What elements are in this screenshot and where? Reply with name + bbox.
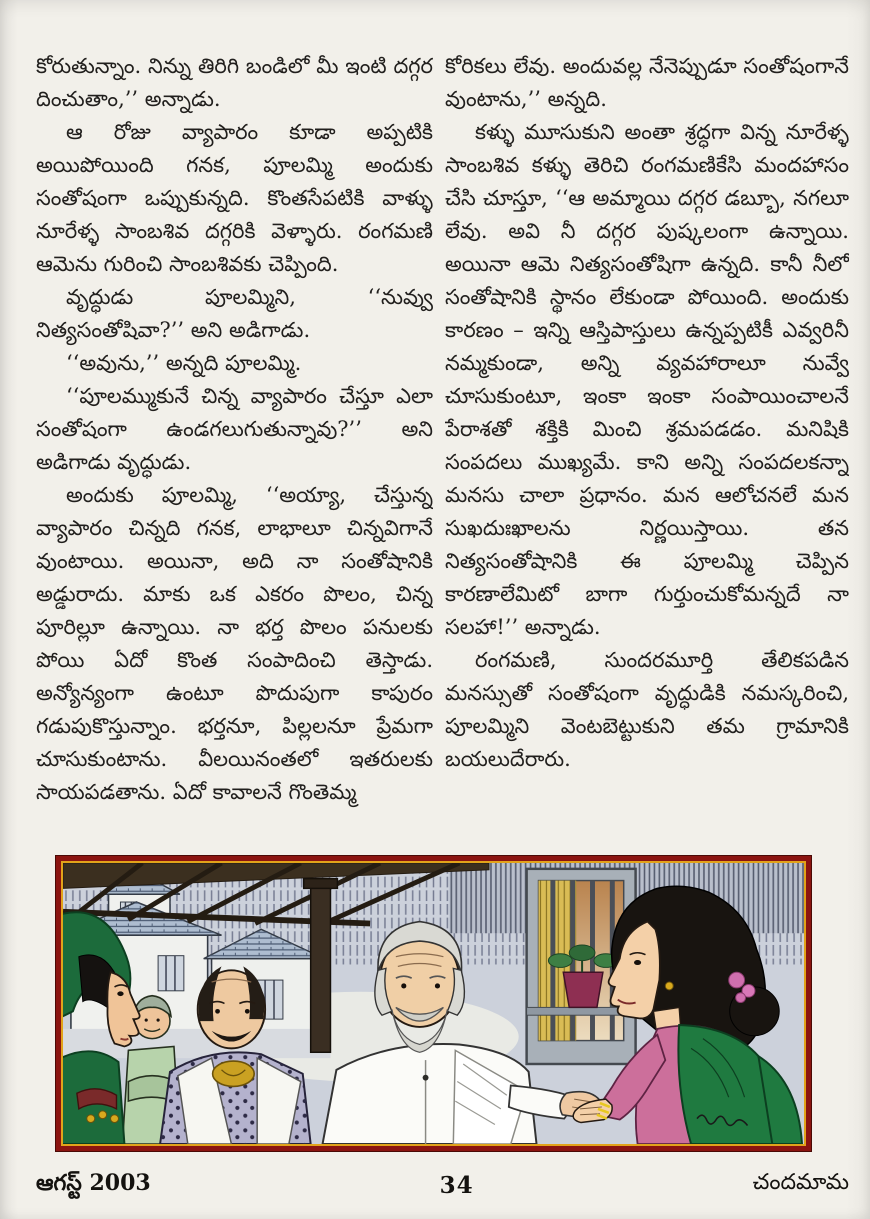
footer-magazine-name: చందమామ xyxy=(752,1170,849,1195)
story-illustration-frame xyxy=(55,855,812,1152)
page-footer xyxy=(36,1168,849,1202)
text-column-right xyxy=(445,50,849,862)
footer-page-number: 34 xyxy=(439,1171,474,1199)
paragraph: ఆ రోజు వ్యాపారం కూడా అప్పటికి అయిపోయింది గనక, పూలమ్మి అందుకు సంతోషంగా ఒప్పుకున్నది. కొంతసేపటికి వాళ్ళు నూరేళ్ళ సాంబశివ దగ్గరికి వెళ్ళారు. రంగమణి ఆమెను గురించి సాంబశివకు చెప్పింది. xyxy=(36,120,433,276)
paragraph: ‘‘పూలమ్ముకునే చిన్న వ్యాపారం చేస్తూ ఎలా సంతోషంగా ఉండగలుగుతున్నావు?’’ అని అడిగాడు వృద్ధుడు. xyxy=(36,384,433,474)
text-column-left xyxy=(36,50,433,862)
paragraph: కోరికలు లేవు. అందువల్ల నేనెప్పుడూ సంతోషంగానే వుంటాను,’’ అన్నది. xyxy=(445,54,849,111)
story-illustration xyxy=(61,861,806,1146)
paragraph: వృద్ధుడు పూలమ్మిని, ‘‘నువ్వు నిత్యసంతోషివా?’’ అని అడిగాడు. xyxy=(36,285,433,342)
paragraph: రంగమణి, సుందరమూర్తి తేలికపడిన మనస్సుతో సంతోషంగా వృద్ధుడికి నమస్కరించి, పూలమ్మిని వెంటబెట్టుకుని తమ గ్రామానికి బయలుదేరారు. xyxy=(445,648,849,771)
illustration-svg xyxy=(63,863,804,1144)
paragraph: కోరుతున్నాం. నిన్ను తిరిగి బండిలో మీ ఇంటి దగ్గర దించుతాం,’’ అన్నాడు. xyxy=(36,54,433,111)
paragraph: అందుకు పూలమ్మి, ‘‘అయ్యా, చేస్తున్న వ్యాపారం చిన్నది గనక, లాభాలూ చిన్నవిగానే వుంటాయి. అయినా, అది నా సంతోషానికి అడ్డురాదు. మాకు ఒక ఎకరం పొలం, చిన్న పూరిల్లూ ఉన్నాయి. నా భర్త పొలం పనులకు పోయి ఏదో కొంత సంపాదించి తెస్తాడు. అన్యోన్యంగా ఉంటూ పొదుపుగా కాపురం గడుపుకొస్తున్నాం. భర్తనూ, పిల్లలనూ ప్రేమగా చూసుకుంటాను. వీలయినంతలో ఇతరులకు సాయపడతాను. ఏదో కావాలనే గొంతెమ్మ xyxy=(36,483,433,804)
paragraph: ‘‘అవును,’’ అన్నది పూలమ్మి. xyxy=(66,351,302,375)
paragraph: కళ్ళు మూసుకుని అంతా శ్రద్ధగా విన్న నూరేళ్ళ సాంబశివ కళ్ళు తెరిచి రంగమణికేసి మందహాసం చేసి చూస్తూ, ‘‘ఆ అమ్మాయి దగ్గర డబ్బూ, నగలూ లేవు. అవి నీ దగ్గర పుష్కలంగా ఉన్నాయి. అయినా ఆమె నిత్యసంతోషిగా ఉన్నది. కానీ నీలో సంతోషానికి స్థానం లేకుండా పోయింది. అందుకు కారణం – ఇన్ని ఆస్తిపాస్తులు ఉన్నప్పటికీ ఎవ్వరినీ నమ్మకుండా, అన్ని వ్యవహారాలూ నువ్వే చూసుకుంటూ, ఇంకా ఇంకా సంపాయించాలనే పేరాశతో శక్తికి మించి శ్రమపడడం. మనిషికి సంపదలు ముఖ్యమే. కాని అన్ని సంపదలకన్నా మనసు చాలా ప్రధానం. మన ఆలోచనలే మన సుఖదుఃఖాలను నిర్ణయిస్తాయి. తన నిత్యసంతోషానికి ఈ పూలమ్మి చెప్పిన కారణాలేమిటో బాగా గుర్తుంచుకోమన్నదే నా సలహా!’’ అన్నాడు. xyxy=(445,120,849,639)
footer-issue-date: ఆగస్ట్ 2003 xyxy=(36,1169,151,1196)
